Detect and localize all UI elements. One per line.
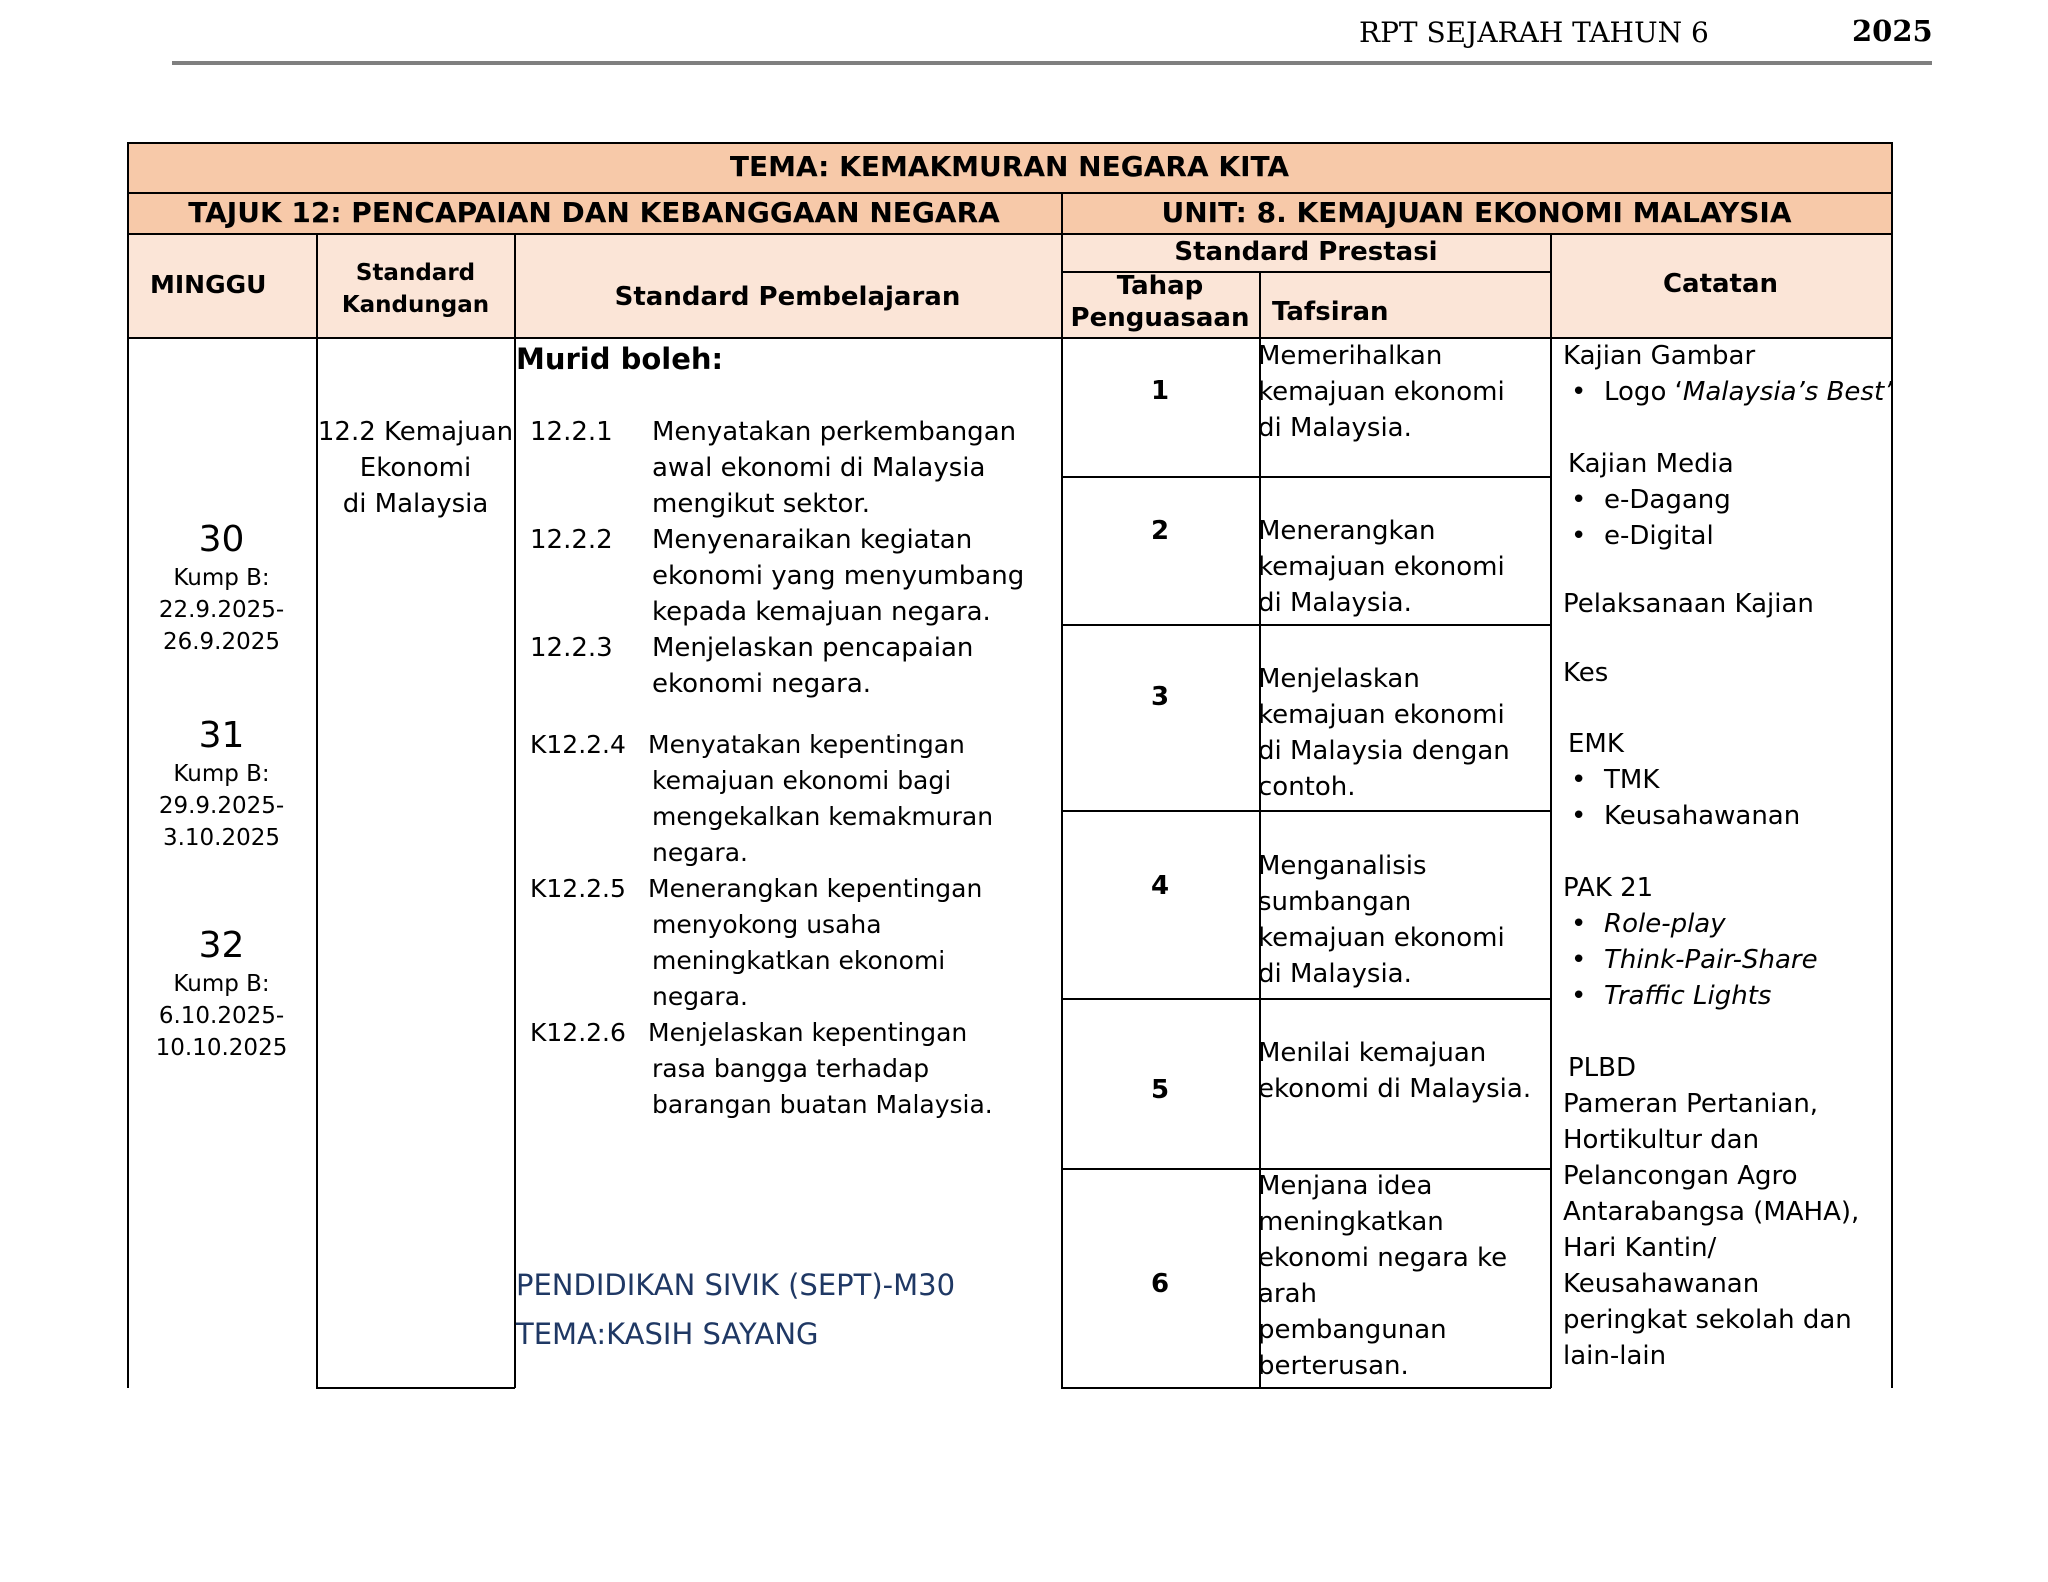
table-border bbox=[1061, 624, 1551, 626]
tahap-level-2: 2 bbox=[1150, 516, 1170, 546]
tahap-level-3: 3 bbox=[1150, 682, 1170, 712]
catatan-emk: EMK bbox=[1568, 729, 1624, 759]
table-border bbox=[127, 233, 1892, 235]
item-line: Menyatakan perkembangan bbox=[652, 417, 1017, 447]
logo-name: Malaysia’s Best’ bbox=[1682, 377, 1893, 407]
table-border bbox=[316, 1387, 515, 1389]
table-border bbox=[1061, 998, 1551, 1000]
sivik-line-2: TEMA:KASIH SAYANG bbox=[516, 1317, 819, 1351]
week-group: Kump B: bbox=[173, 565, 270, 591]
col-tahap-2: Penguasaan bbox=[1070, 303, 1250, 333]
catatan-pak21: PAK 21 bbox=[1563, 873, 1654, 903]
tafsiran-line: di Malaysia dengan bbox=[1258, 736, 1510, 766]
list-item-label: e-Digital bbox=[1604, 521, 1714, 551]
bullet-icon: • bbox=[1571, 981, 1587, 1011]
tafsiran-2 bbox=[1258, 513, 1505, 621]
tafsiran-line: Menerangkan bbox=[1258, 516, 1436, 546]
item-line: Menjelaskan kepentingan bbox=[648, 1018, 968, 1047]
tafsiran-line: kemajuan ekonomi bbox=[1258, 552, 1505, 582]
tafsiran-line: di Malaysia. bbox=[1258, 588, 1412, 618]
tafsiran-line: Menilai kemajuan bbox=[1258, 1038, 1487, 1068]
list-item-label: Traffic Lights bbox=[1604, 981, 1772, 1011]
item-line: Menyatakan kepentingan bbox=[648, 730, 965, 759]
tafsiran-line: berterusan. bbox=[1258, 1351, 1409, 1381]
tahap-level-1: 1 bbox=[1150, 376, 1170, 406]
item-line: mengekalkan kemakmuran bbox=[652, 802, 994, 831]
col-tahap-1: Tahap bbox=[1116, 271, 1204, 301]
list-item bbox=[1563, 482, 1731, 518]
plbd-line: Antarabangsa (MAHA), bbox=[1563, 1197, 1860, 1227]
catatan-pak21-list bbox=[1563, 906, 1818, 1014]
item-code: 12.2.1 bbox=[530, 417, 613, 447]
tafsiran-line: pembangunan bbox=[1258, 1315, 1447, 1345]
item-text bbox=[652, 522, 1024, 630]
tafsiran-5 bbox=[1258, 1035, 1531, 1107]
item-code: K12.2.5 bbox=[530, 874, 626, 903]
item-text bbox=[648, 727, 993, 871]
tafsiran-6 bbox=[1258, 1168, 1507, 1384]
week-30 bbox=[127, 518, 316, 658]
tema-title: TEMA: KEMAKMURAN NEGARA KITA bbox=[729, 150, 1290, 183]
list-item bbox=[1563, 798, 1800, 834]
item-code: 12.2.3 bbox=[530, 633, 613, 663]
list-item bbox=[1563, 978, 1818, 1014]
catatan-kes: Kes bbox=[1563, 658, 1609, 688]
tafsiran-line: sumbangan bbox=[1258, 887, 1412, 917]
unit-title: UNIT: 8. KEMAJUAN EKONOMI MALAYSIA bbox=[1161, 196, 1792, 229]
catatan-plbd: PLBD bbox=[1568, 1053, 1637, 1083]
table-border bbox=[1061, 476, 1551, 478]
week-number: 32 bbox=[198, 925, 245, 966]
tafsiran-line: di Malaysia. bbox=[1258, 413, 1412, 443]
bullet-icon: • bbox=[1571, 909, 1587, 939]
col-minggu: MINGGU bbox=[150, 270, 267, 299]
tafsiran-line: ekonomi negara ke bbox=[1258, 1243, 1508, 1273]
item-line: negara. bbox=[652, 982, 748, 1011]
plbd-line: lain-lain bbox=[1563, 1341, 1667, 1371]
tajuk-title: TAJUK 12: PENCAPAIAN DAN KEBANGGAAN NEGARA bbox=[188, 196, 1000, 229]
list-item bbox=[1563, 906, 1818, 942]
tafsiran-line: ekonomi di Malaysia. bbox=[1258, 1074, 1532, 1104]
list-item-label: Role-play bbox=[1604, 909, 1726, 939]
tafsiran-line: kemajuan ekonomi bbox=[1258, 377, 1505, 407]
table-border bbox=[316, 233, 318, 1388]
item-text bbox=[652, 414, 1016, 522]
tafsiran-line: kemajuan ekonomi bbox=[1258, 700, 1505, 730]
item-line: barangan buatan Malaysia. bbox=[652, 1090, 993, 1119]
week-start: 6.10.2025- bbox=[158, 1003, 285, 1029]
standard-kandungan-line: Ekonomi bbox=[359, 453, 472, 483]
item-line: negara. bbox=[652, 838, 748, 867]
week-start: 22.9.2025- bbox=[158, 597, 285, 623]
week-group: Kump B: bbox=[173, 971, 270, 997]
item-line: ekonomi negara. bbox=[652, 669, 872, 699]
standard-kandungan bbox=[316, 414, 515, 522]
table-border bbox=[1061, 1387, 1551, 1389]
week-31 bbox=[127, 714, 316, 854]
tafsiran-4 bbox=[1258, 848, 1505, 992]
tafsiran-line: Memerihalkan bbox=[1258, 341, 1443, 371]
tafsiran-line: contoh. bbox=[1258, 772, 1356, 802]
bullet-icon: • bbox=[1571, 377, 1587, 407]
tahap-level-4: 4 bbox=[1150, 871, 1170, 901]
week-number: 30 bbox=[198, 519, 245, 560]
table-border bbox=[514, 233, 516, 1388]
tafsiran-line: Menjelaskan bbox=[1258, 664, 1420, 694]
item-line: menyokong usaha bbox=[652, 910, 882, 939]
tafsiran-line: di Malaysia. bbox=[1258, 959, 1412, 989]
list-item bbox=[1563, 942, 1818, 978]
week-32 bbox=[127, 924, 316, 1064]
plbd-line: Keusahawanan bbox=[1563, 1269, 1760, 1299]
tafsiran-line: arah bbox=[1258, 1279, 1318, 1309]
document-year: 2025 bbox=[1852, 14, 1933, 48]
item-line: Menjelaskan pencapaian bbox=[652, 633, 974, 663]
list-item-label: TMK bbox=[1604, 765, 1660, 795]
plbd-line: Pelancongan Agro bbox=[1563, 1161, 1798, 1191]
col-standard-pembelajaran: Standard Pembelajaran bbox=[614, 282, 961, 312]
tafsiran-line: Menjana idea bbox=[1258, 1171, 1433, 1201]
bullet-icon: • bbox=[1571, 765, 1587, 795]
catatan-pelaksanaan: Pelaksanaan Kajian bbox=[1563, 589, 1814, 619]
week-start: 29.9.2025- bbox=[158, 793, 285, 819]
list-item bbox=[1563, 518, 1731, 554]
tafsiran-line: kemajuan ekonomi bbox=[1258, 923, 1505, 953]
list-item-label: Keusahawanan bbox=[1604, 801, 1801, 831]
catatan-kajian-media: Kajian Media bbox=[1568, 449, 1734, 479]
standard-kandungan-line: di Malaysia bbox=[342, 489, 489, 519]
item-code: K12.2.4 bbox=[530, 730, 626, 759]
item-line: kemajuan ekonomi bagi bbox=[652, 766, 952, 795]
catatan-gambar-list bbox=[1563, 374, 1892, 410]
item-line: Menyenaraikan kegiatan bbox=[652, 525, 973, 555]
week-end: 3.10.2025 bbox=[162, 825, 281, 851]
col-standard-kandungan-1: Standard bbox=[355, 260, 476, 286]
item-line: Menerangkan kepentingan bbox=[648, 874, 983, 903]
pembelajaran-intro: Murid boleh: bbox=[516, 342, 724, 376]
list-item bbox=[1563, 374, 1892, 410]
catatan-plbd-text bbox=[1563, 1086, 1859, 1374]
week-end: 10.10.2025 bbox=[155, 1035, 288, 1061]
plbd-line: Hortikultur dan bbox=[1563, 1125, 1760, 1155]
logo-prefix: Logo ‘ bbox=[1604, 377, 1683, 407]
item-code: K12.2.6 bbox=[530, 1018, 626, 1047]
item-line: meningkatkan ekonomi bbox=[652, 946, 946, 975]
tahap-level-5: 5 bbox=[1150, 1075, 1170, 1105]
table-border bbox=[127, 142, 1892, 144]
bullet-icon: • bbox=[1571, 521, 1587, 551]
table-border bbox=[1061, 192, 1063, 1388]
table-border bbox=[1550, 233, 1552, 1388]
item-line: kepada kemajuan negara. bbox=[652, 597, 991, 627]
tahap-level-6: 6 bbox=[1150, 1269, 1170, 1299]
tafsiran-line: Menganalisis bbox=[1258, 851, 1427, 881]
item-line: ekonomi yang menyumbang bbox=[652, 561, 1025, 591]
plbd-line: peringkat sekolah dan bbox=[1563, 1305, 1852, 1335]
document-title: RPT SEJARAH TAHUN 6 bbox=[1359, 16, 1709, 49]
week-number: 31 bbox=[198, 715, 245, 756]
catatan-kajian-gambar: Kajian Gambar bbox=[1563, 341, 1756, 371]
item-line: rasa bangga terhadap bbox=[652, 1054, 930, 1083]
bullet-icon: • bbox=[1571, 485, 1587, 515]
col-standard-prestasi: Standard Prestasi bbox=[1174, 237, 1438, 267]
plbd-line: Pameran Pertanian, bbox=[1563, 1089, 1819, 1119]
item-text bbox=[652, 630, 973, 702]
bullet-icon: • bbox=[1571, 801, 1587, 831]
table-border bbox=[127, 192, 1892, 194]
catatan-emk-list bbox=[1563, 762, 1800, 834]
list-item-label: e-Dagang bbox=[1604, 485, 1731, 515]
week-end: 26.9.2025 bbox=[162, 629, 281, 655]
item-code: 12.2.2 bbox=[530, 525, 613, 555]
bullet-icon: • bbox=[1571, 945, 1587, 975]
col-catatan: Catatan bbox=[1662, 269, 1779, 299]
tafsiran-line: meningkatkan bbox=[1258, 1207, 1444, 1237]
item-text bbox=[648, 1015, 993, 1123]
item-line: mengikut sektor. bbox=[652, 489, 870, 519]
table-border bbox=[1061, 810, 1551, 812]
catatan-media-list bbox=[1563, 482, 1731, 554]
item-line: awal ekonomi di Malaysia bbox=[652, 453, 986, 483]
col-tafsiran: Tafsiran bbox=[1272, 297, 1389, 327]
sivik-line-1: PENDIDIKAN SIVIK (SEPT)-M30 bbox=[516, 1268, 956, 1302]
plbd-line: Hari Kantin/ bbox=[1563, 1233, 1717, 1263]
col-standard-kandungan-2: Kandungan bbox=[341, 292, 490, 318]
item-text bbox=[648, 871, 982, 1015]
table-border bbox=[1891, 142, 1893, 1388]
list-item-label: Think-Pair-Share bbox=[1604, 945, 1818, 975]
tafsiran-1 bbox=[1258, 338, 1505, 446]
list-item bbox=[1563, 762, 1800, 798]
week-group: Kump B: bbox=[173, 761, 270, 787]
tafsiran-3 bbox=[1258, 661, 1510, 805]
standard-kandungan-line: 12.2 Kemajuan bbox=[317, 417, 514, 447]
